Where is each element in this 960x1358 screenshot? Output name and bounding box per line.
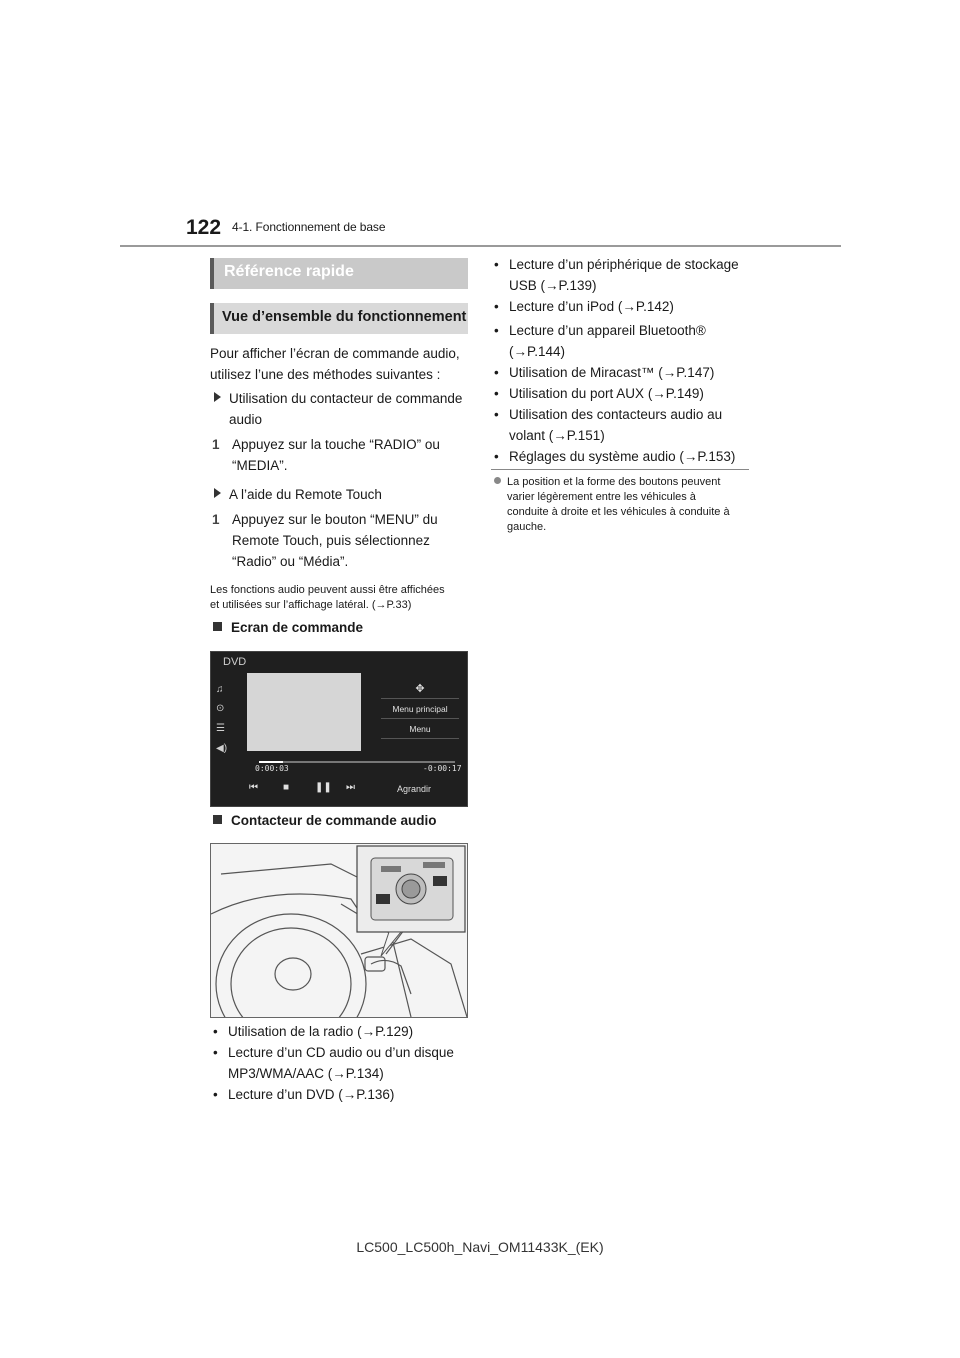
switch-heading: [213, 813, 437, 828]
list-item-text: USB (→P.139): [509, 278, 597, 293]
console-drawing: [211, 844, 467, 1017]
circle-bullet-icon: [494, 477, 501, 484]
time-remaining: -0:00:17: [423, 764, 462, 773]
square-bullet-icon: [213, 622, 222, 631]
triangle-bullet-icon: [214, 488, 221, 498]
list-item-text: volant (→P.151): [509, 428, 605, 443]
list-item-text: Réglages du système audio (→P.153): [509, 449, 736, 464]
note-line: gauche.: [507, 521, 547, 533]
pause-icon: ❚❚: [315, 782, 332, 793]
switch-button: [376, 894, 390, 904]
intro-line: Pour afficher l’écran de commande audio,: [210, 346, 460, 361]
step-number: 1: [212, 512, 220, 527]
list-item: • Utilisation de la radio (→P.129): [213, 1024, 414, 1039]
method1-title-line: Utilisation du contacteur de commande: [229, 391, 463, 406]
list-item-text: Lecture d’un CD audio ou d’un disque: [228, 1045, 454, 1060]
method1-title-line: audio: [229, 412, 263, 427]
triangle-bullet-icon: [214, 392, 221, 402]
method2-step: [212, 509, 438, 572]
list-icon: ☰: [216, 723, 225, 734]
list-item-text: Lecture d’un appareil Bluetooth®: [509, 323, 706, 338]
console-illustration: [210, 843, 468, 1018]
footer-doc-id: LC500_LC500h_Navi_OM11433K_(EK): [356, 1239, 604, 1255]
side-note-line: Les fonctions audio peuvent aussi être affichées: [210, 584, 445, 596]
menu-button: Menu: [381, 720, 459, 739]
progress-bar-fill: [259, 761, 283, 763]
list-item-text: Utilisation du port AUX (→P.149): [509, 386, 704, 401]
method1-step: [212, 434, 440, 476]
side-note-line: et utilisées sur l’affichage latéral. (→P.33): [210, 599, 412, 611]
list-item-text: Utilisation de Miracast™ (→P.147): [509, 365, 715, 380]
step-line: “MEDIA”.: [232, 458, 288, 473]
switch-button: [433, 876, 447, 886]
progress-bar: [259, 761, 455, 763]
square-bullet-icon: [213, 815, 222, 824]
section-header: [210, 258, 468, 289]
source-icon: ♫: [216, 684, 224, 695]
step-number: 1: [212, 437, 220, 452]
method2-title-text: A l’aide du Remote Touch: [229, 487, 382, 502]
note-rule: [491, 469, 749, 470]
list-item-text: Lecture d’un DVD (→P.136): [228, 1087, 395, 1102]
note-line: La position et la forme des boutons peuvent: [507, 476, 721, 488]
next-icon: ⏭: [346, 782, 355, 793]
section-title: Référence rapide: [224, 263, 354, 280]
list-item: • Utilisation de Miracast™ (→P.147): [494, 365, 715, 380]
list-item: • Réglages du système audio (→P.153): [494, 449, 736, 464]
header-rule: [120, 245, 841, 247]
switch-heading-text: Contacteur de commande audio: [231, 813, 437, 828]
agrandir-button: Agrandir: [397, 784, 432, 794]
note-line: varier légèrement entre les véhicules à: [507, 491, 696, 503]
left-feature-list: [213, 1021, 454, 1105]
intro-line: utilisez l’une des méthodes suivantes :: [210, 367, 441, 382]
header-section: 4-1. Fonctionnement de base: [232, 220, 386, 234]
intro-text: [210, 343, 460, 385]
list-item-text: MP3/WMA/AAC (→P.134): [228, 1066, 384, 1081]
list-item: • Lecture d’un appareil Bluetooth®: [494, 323, 706, 338]
play-circle-icon: ⊙: [216, 703, 225, 714]
list-item-text: Lecture d’un périphérique de stockage: [509, 257, 739, 272]
wheel-hub: [275, 958, 311, 990]
note-line: conduite à droite et les véhicules à conduite à: [507, 506, 730, 518]
right-feature-list: [494, 254, 739, 467]
method1-title: [214, 388, 462, 430]
step-line: “Radio” ou “Média”.: [232, 554, 349, 569]
list-item-text: Utilisation de la radio (→P.129): [228, 1024, 414, 1039]
subsection-title: Vue d’ensemble du fonctionnement: [222, 309, 467, 325]
screen-heading-text: Ecran de commande: [231, 620, 364, 635]
method2-title: [214, 484, 382, 505]
step-line: Appuyez sur le bouton “MENU” du: [232, 512, 438, 527]
menu-principal-button: Menu principal: [381, 700, 459, 719]
list-item: • Lecture d’un DVD (→P.136): [213, 1087, 395, 1102]
subsection-header: [210, 303, 468, 334]
prev-icon: ⏮: [249, 782, 258, 793]
control-screen-image: [210, 651, 468, 807]
side-note: [210, 583, 445, 613]
list-item: • Lecture d’un iPod (→P.142): [494, 299, 674, 314]
screen-title: DVD: [223, 656, 247, 668]
page-number: 122: [186, 216, 222, 239]
screen-heading: [213, 620, 363, 635]
stop-icon: ■: [283, 782, 290, 793]
note: [494, 475, 730, 535]
list-item: • Utilisation des contacteurs audio au: [494, 407, 723, 422]
step-line: Remote Touch, puis sélectionnez: [232, 533, 430, 548]
list-item-text: Utilisation des contacteurs audio au: [509, 407, 723, 422]
list-item-text: (→P.144): [509, 344, 566, 359]
video-area: [247, 673, 361, 751]
list-item: • Lecture d’un CD audio ou d’un disque: [213, 1045, 454, 1060]
speaker-icon: ◀): [216, 743, 228, 754]
step-line: Appuyez sur la touche “RADIO” ou: [232, 437, 440, 452]
time-elapsed: 0:00:03: [255, 764, 289, 773]
list-item: • Utilisation du port AUX (→P.149): [494, 386, 704, 401]
steering-wheel: [216, 914, 366, 1017]
list-item: • Lecture d’un périphérique de stockage: [494, 257, 739, 272]
list-item-text: Lecture d’un iPod (→P.142): [509, 299, 674, 314]
move-icon: ✥: [381, 680, 459, 699]
